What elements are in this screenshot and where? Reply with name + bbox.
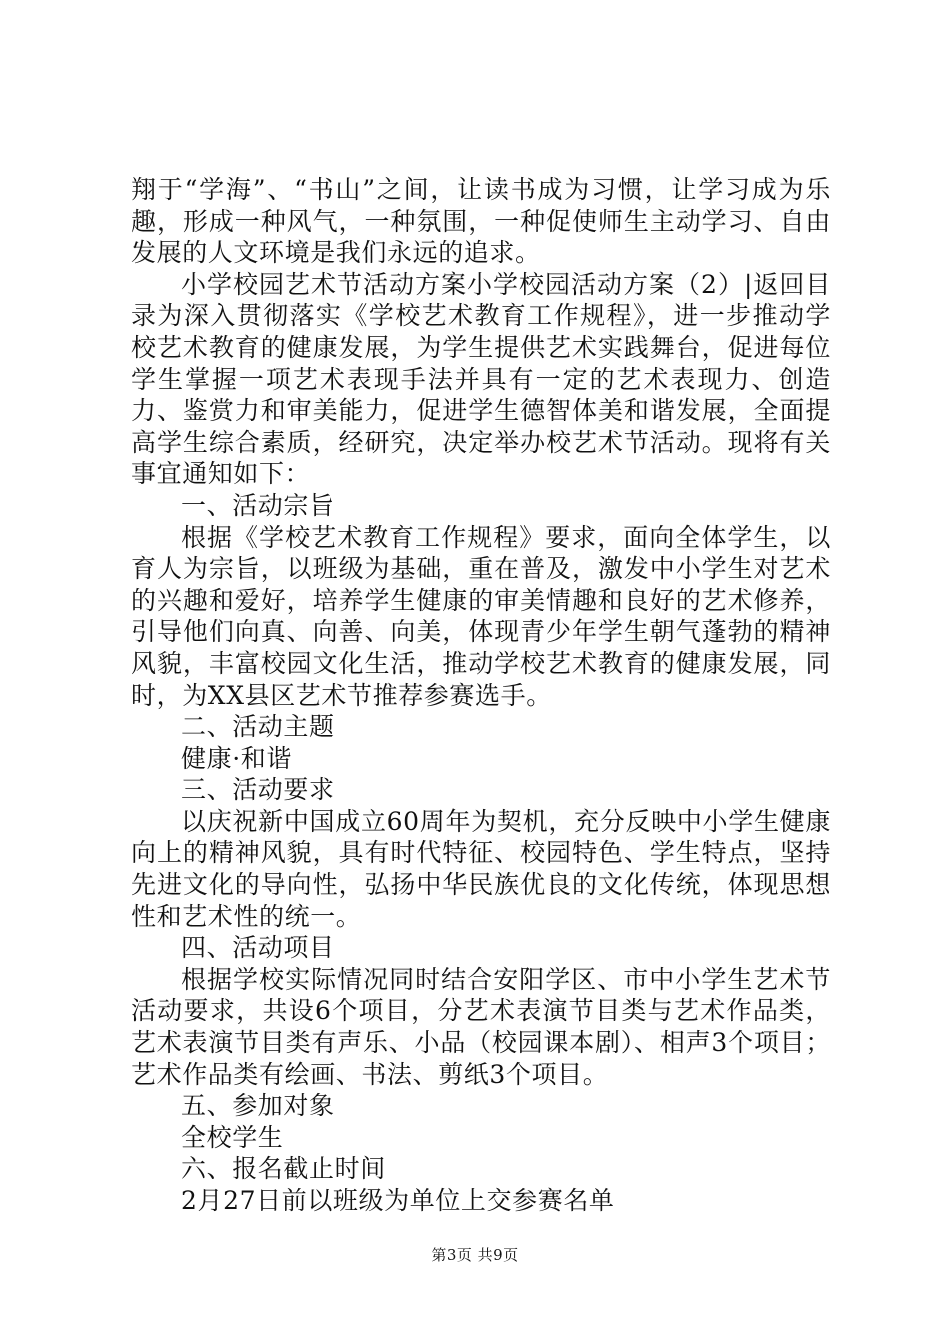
paragraph-8: 2月27日前以班级为单位上交参赛名单 <box>181 1186 615 1215</box>
paragraph-2: 小学校园艺术节活动方案小学校园活动方案（2）|返回目录为深入贯彻落实《学校艺术教育工作规程》，进一步推动学校艺术教育的健康发展，为学生提供艺术实践舞台，促进每位学生掌握一项艺术表现手法并具有一定的艺术表现力、创造力、鉴赏力和审美能力，促进学生德智体美和谐发展，全面提高学生综合素质，经研究，决定举办校艺术节活动。现将有关事宜通知如下： <box>131 269 831 489</box>
section-heading-5: 五、参加对象 <box>181 1091 335 1121</box>
paragraph-3: 根据《学校艺术教育工作规程》要求，面向全体学生，以育人为宗旨，以班级为基础，重在普及，激发中小学生对艺术的兴趣和爱好，培养学生健康的审美情趣和良好的艺术修养，引导他们向真、向善、向美，体现青少年学生朝气蓬勃的精神风貌，丰富校园文化生活，推动学校艺术教育的健康发展，同时，为XX县区艺术节推荐参赛选手。 <box>131 522 831 710</box>
section-heading-6: 六、报名截止时间 <box>181 1154 386 1184</box>
paragraph-7: 全校学生 <box>181 1122 284 1152</box>
section-heading-1: 一、活动宗旨 <box>181 490 335 520</box>
section-heading-4: 四、活动项目 <box>181 933 335 963</box>
section-heading-2: 二、活动主题 <box>181 712 335 742</box>
document-body <box>131 174 831 1217</box>
paragraph-5: 以庆祝新中国成立60周年为契机，充分反映中小学生健康向上的精神风貌，具有时代特征、校园特色、学生特点，坚持先进文化的导向性，弘扬中华民族优良的文化传统，体现思想性和艺术性的统一。 <box>131 806 831 931</box>
section-heading-3: 三、活动要求 <box>181 775 335 805</box>
paragraph-6: 根据学校实际情况同时结合安阳学区、市中小学生艺术节活动要求，共设6个项目，分艺术表演节目类与艺术作品类，艺术表演节目类有声乐、小品（校园课本剧）、相声3个项目；艺术作品类有绘画、书法、剪纸3个项目。 <box>131 964 831 1089</box>
paragraph-1: 翔于“学海”、“书山”之间，让读书成为习惯，让学习成为乐趣，形成一种风气，一种氛围，一种促使师生主动学习、自由发展的人文环境是我们永远的追求。 <box>131 175 831 268</box>
paragraph-4: 健康·和谐 <box>181 743 292 773</box>
page-number-footer: 第3页 共9页 <box>431 1246 519 1264</box>
